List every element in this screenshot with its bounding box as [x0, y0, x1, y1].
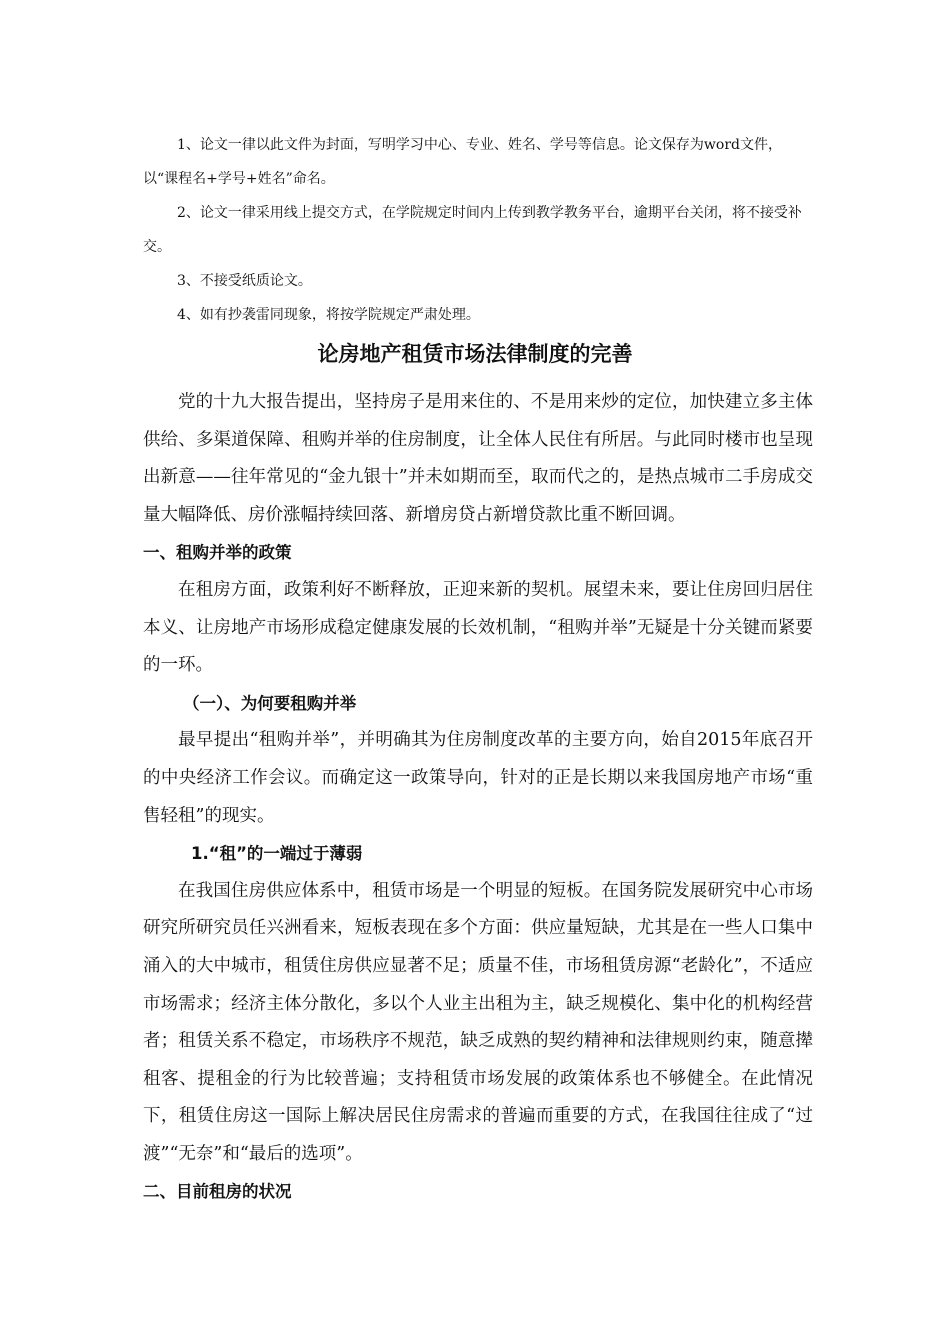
paper-title: 论房地产租赁市场法律制度的完善: [317, 342, 633, 366]
paragraph: 在我国住房供应体系中，租赁市场是一个明显的短板。在国务院发展研究中心市场研究所研究员任兴洲看来，短板表现在多个方面：供应量短缺，尤其是在一些人口集中涌入的大中城市，租赁住房供应显著不足；质量不佳，市场租赁房源“老龄化”，不适应市场需求；经济主体分散化，多以个人业主出租为主，缺乏规模化、集中化的机构经营者；租赁关系不稳定，市场秩序不规范，缺乏成熟的契约精神和法律规则约束，随意撵租客、提租金的行为比较普遍；支持租赁市场发展的政策体系也不够健全。在此情况下，租赁住房这一国际上解决居民住房需求的普遍而重要的方式，在我国往往成了“过渡”“无奈”和“最后的选项”。: [143, 880, 813, 1164]
note-item: 1、论文一律以此文件为封面，写明学习中心、专业、姓名、学号等信息。论文保存为word文件，以“课程名+学号+姓名”命名。: [143, 137, 782, 187]
section-heading: 二、目前租房的状况: [143, 1182, 292, 1202]
section-heading: 一、租购并举的政策: [143, 543, 292, 563]
item-heading: 1.“租”的一端过于薄弱: [191, 844, 363, 864]
note-item: 2、论文一律采用线上提交方式，在学院规定时间内上传到教学教务平台，逾期平台关闭，将不接受补交。: [143, 205, 802, 255]
note-item: 3、不接受纸质论文。: [177, 273, 312, 289]
submission-notes: [143, 128, 813, 332]
paragraph: 在租房方面，政策利好不断释放，正迎来新的契机。展望未来，要让住房回归居住本义、让房地产市场形成稳定健康发展的长效机制，“租购并举”无疑是十分关键而紧要的一环。: [143, 579, 813, 676]
paper-body: [143, 384, 813, 1211]
note-item: 4、如有抄袭雷同现象，将按学院规定严肃处理。: [177, 307, 480, 323]
paragraph: 最早提出“租购并举”，并明确其为住房制度改革的主要方向，始自2015年底召开的中央经济工作会议。而确定这一政策导向，针对的正是长期以来我国房地产市场“重售轻租”的现实。: [143, 730, 813, 826]
subsection-heading: （一）、为何要租购并举: [183, 693, 357, 713]
intro-paragraph: 党的十九大报告提出，坚持房子是用来住的、不是用来炒的定位，加快建立多主体供给、多渠道保障、租购并举的住房制度，让全体人民住有所居。与此同时楼市也呈现出新意——往年常见的“金九银十”并未如期而至，取而代之的，是热点城市二手房成交量大幅降低、房价涨幅持续回落、新增房贷占新增贷款比重不断回调。: [143, 392, 813, 525]
